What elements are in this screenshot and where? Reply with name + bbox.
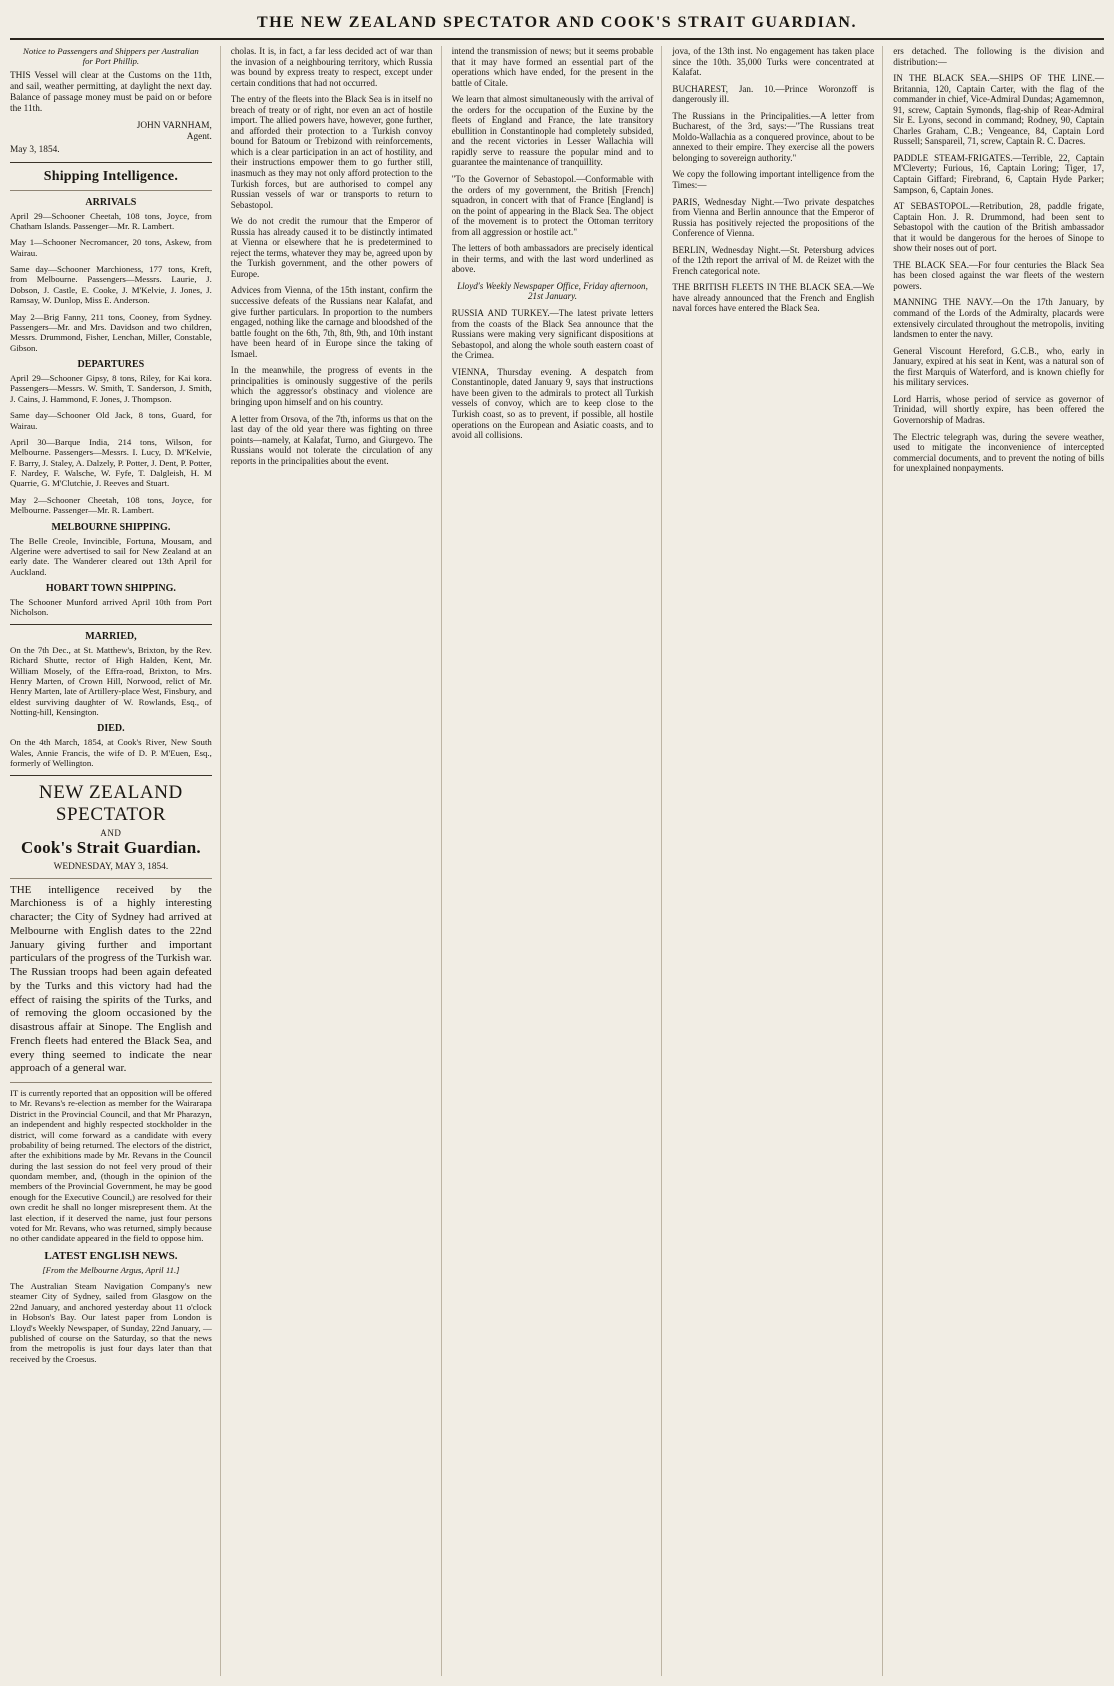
arrival-3: Same day—Schooner Marchioness, 177 tons, Kreft, from Melbourne. Passengers—Messrs. Laurie, J. Dobson, J. Castle, E. Cooke, J. M'Kelvie, J. Jones, J. Ramsay, W. Dunlop, Miss E. Anderson. [10, 264, 212, 306]
column-3-text [452, 46, 654, 441]
col5-p1: ers detached. The following is the division and distribution:— [893, 46, 1104, 67]
married-label: MARRIED, [85, 630, 137, 642]
melbourne-shipping-text: The Belle Creole, Invincible, Fortuna, Mousam, and Algerine were advertised to sail for New Zealand at an early date. The Wanderer cleared out 13th April for Auckland. [10, 535, 212, 577]
notice-signature-role: Agent. [186, 131, 212, 142]
departure-2: Same day—Schooner Old Jack, 8 tons, Guard, for Wairau. [10, 410, 212, 431]
divider [10, 190, 212, 191]
col4-p6: BERLIN, Wednesday Night.—St. Petersburg advices of the 12th report the arrival of M. de Reizet with the French categorical note. [672, 244, 875, 276]
col3-p3: "To the Governor of Sebastopol.—Conformable with the orders of my government, the British [French] squadron, in concert with that of France [England] is on the point of appearing in the Black Sea. The object of the movement is to protect the Ottoman territory from all aggression or hostile act." [451, 174, 654, 237]
col3-p6: RUSSIA AND TURKEY.—The latest private letters from the coasts of the Black Sea announce that the Russians were making very significant dispositions at Sebastopol, and along the whole south eastern coast of the Crimea. [451, 308, 654, 361]
col5-p6: MANNING THE NAVY.—On the 17th January, by command of the Lords of the Admiralty, placards were extensively circulated throughout the metropolis, inviting landsmen to enter the navy. [893, 297, 1104, 340]
hobart-shipping-label: HOBART TOWN SHIPPING. [45, 583, 176, 595]
col2-p4: Advices from Vienna, of the 15th instant, confirm the successive defeats of the Russians near Kalafat, and give further particulars. In proportion to the numbers engaged, nothing like the carnage and bloodshed of the battle fought on the 6th, 7th, 8th, 9th, and 10th instant have been heard of in Europe since the taking of Ismael. [230, 285, 433, 359]
col5-p3: PADDLE STEAM-FRIGATES.—Terrible, 22, Captain M'Cleverty; Furious, 16, Captain Loring; Tiger, 17, Captain Giffard; Firebrand, 6, Captain Hyde Parker; Sampson, 6, Captain Jones. [893, 152, 1104, 195]
col5-p8: Lord Harris, whose period of service as governor of Trinidad, will shortly expire, has been offered the Governorship of Madras. [893, 393, 1104, 425]
departure-3: April 30—Barque India, 214 tons, Wilson, for Melbourne. Passengers—Messrs. I. Lucy, D. M'Kelvie, F. Barry, J. Staley, A. Dalzely, P. Potter, J. Dent, P. Potter, F. Nardey, F. Walsche, W. Fyfe, T. Dalgleish, H. M Quarrie, G. M'Clutchie, J. Reeves and Stuart. [10, 436, 212, 489]
column-4-text [672, 46, 874, 314]
col5-p7: General Viscount Hereford, G.C.B., who, early in January, expired at his seat in Kent, was a natural son of the first Marquis of Waterford, and is known chiefly for his military services. [893, 345, 1104, 388]
hobart-shipping-text: The Schooner Munford arrived April 10th from Port Nicholson. [10, 597, 212, 618]
divider [10, 775, 212, 776]
col2-p5: In the meanwhile, the progress of events in the principalities is ominously suggestive of the perils which the aggressor's obstinacy and violence are bringing upon himself and on his country. [230, 365, 433, 407]
column-5 [893, 46, 1104, 1676]
paper-date: WEDNESDAY, MAY 3, 1854. [53, 861, 169, 872]
col4-p5: PARIS, Wednesday Night.—Two private despatches from Vienna and Berlin announce that the Emperor of Russia has positively rejected the propositions of the Conference of Vienna. [672, 196, 875, 239]
column-2-text [231, 46, 433, 466]
notice-heading-2: for Port Phillip. [82, 56, 140, 67]
col5-p5: THE BLACK SEA.—For four centuries the Black Sea has been closed against the war fleets of the western powers. [893, 259, 1104, 291]
col2-p3: We do not credit the rumour that the Emperor of Russia has already caused it to be distinctly intimated at Vienna or elsewhere that he is predetermined to reject the terms, whatever they may be, agreed upon by the Turkish government, and the other powers of Europe. [230, 216, 433, 279]
col3-p1: intend the transmission of news; but it seems probable that it may have formed an essential part of the operations which have ended, for the present in the battle of Citale. [451, 46, 654, 88]
arrival-2: May 1—Schooner Necromancer, 20 tons, Askew, from Wairau. [10, 237, 212, 258]
notice-heading-1: Notice to Passengers and Shippers per Australian [23, 46, 199, 56]
notice-signature: JOHN VARNHAM, [136, 120, 212, 131]
paper-title-line-3: Cook's Strait Guardian. [20, 837, 201, 857]
shipping-title: Shipping Intelligence. [43, 168, 179, 184]
column-1 [10, 46, 221, 1676]
col3-p7: VIENNA, Thursday evening. A despatch from Constantinople, dated January 9, says that instructions have been given to the admirals to protect all Turkish vessels of convoy, which are to keep close to the Turkish coast, so as to prevent, if possible, all hostile operations on the European and Asiatic coasts, and to avoid all collisions. [451, 366, 654, 441]
departure-1: April 29—Schooner Gipsy, 8 tons, Riley, for Kai kora. Passengers—Messrs. W. Smith, T. Sanderson, J. Smith, J. Cains, J. Hammond, F. Jones, J. Thompson. [10, 373, 212, 404]
col4-p1: jova, of the 13th inst. No engagement has taken place since the 10th. 35,000 Turks were concentrated at Kalafat. [672, 46, 875, 78]
notice-body: THIS Vessel will clear at the Customs on the 11th, and sail, weather permitting, at daylight the next day. Balance of passage money must be paid on or before the 11th. [10, 70, 212, 114]
column-5-text [893, 46, 1104, 474]
col5-p4: AT SEBASTOPOL.—Retribution, 28, paddle frigate, Captain Hon. J. R. Drummond, had been sent to Sebastopol with the caution of the British ambassador that it would be dangerous for the heroes of Sinope to show their noses out of port. [893, 201, 1104, 254]
arrivals-label: ARRIVALS [85, 196, 137, 208]
departure-4: May 2—Schooner Cheetah, 108 tons, Joyce, for Melbourne. Passenger—Mr. R. Lambert. [10, 494, 212, 516]
col3-p5: Lloyd's Weekly Newspaper Office, Friday afternoon, 21st January. [457, 280, 648, 302]
col2-p2: The entry of the fleets into the Black Sea is in itself no breach of treaty or of right, nor even an act of hostile import. The allied powers have, however, gone further, and afforded their protection to a Turkish convoy bound for Batoum or Trebizond with reinforcements, which is a clear participation in an act of hostility, and their instructions empower them to go further still, inasmuch as they may not only afford protection to the Turkish forces, but are authorised to compel any Russian vessels of war or transports to return to Sebastopol. [230, 94, 433, 210]
column-2 [231, 46, 442, 1676]
died-text: On the 4th March, 1854, at Cook's River, New South Wales, Annie Francis, the wife of D. P. M'Euen, Esq., formerly of Wellington. [10, 737, 212, 769]
col3-p2: We learn that almost simultaneously with the arrival of the orders for the occupation of the Euxine by the fleets of England and France, the late transitory ebullition in Constantinople had completely subsided, and the recent victories in Lesser Wallachia will rapidly serve to reassure the popular mind and to guarantee the maintenance of tranquillity. [451, 94, 654, 168]
arrival-4: May 2—Brig Fanny, 211 tons, Cooney, from Sydney. Passengers—Mr. and Mrs. Davidson and two children, Messrs. Drummond, Fisher, Lenchan, Miller, Constable, Gibson. [10, 311, 212, 353]
col2-p1: cholas. It is, in fact, a far less decided act of war than the invasion of a neighbouring territory, which Russia was bound by express treaty to respect, except under certain conditions that had not occurred. [230, 46, 433, 88]
notice-date: May 3, 1854. [10, 144, 60, 155]
paper-title-line-1: NEW ZEALAND SPECTATOR [38, 781, 183, 825]
col5-p2: IN THE BLACK SEA.—SHIPS OF THE LINE.—Britannia, 120, Captain Carter, with the flag of the commander in chief, Vice-Admiral Dundas; Agamemnon, 91, screw, Captain Symonds, flag-ship of Rear-Admiral Sir E. Lyons, second in command; Rodney, 90, Captain Charles Graham, C.B.; Vengeance, 84, Captain Lord Russell; Sanspareil, 71, screw, Captain R. C. Dacres. [893, 73, 1104, 147]
married-text: On the 7th Dec., at St. Matthew's, Brixton, by the Rev. Richard Shutte, rector of High Halden, Kent, Mr. William Mosely, of the Effra-road, Brixton, to Mrs. Henry Marten, of Crown Hill, Norwood, relict of Mr. Henry Marten, late of Artillery-place West, Finsbury, and eldest surviving daughter of W. Rowlands, Esq., of Notting-hill, Kensington. [10, 644, 212, 718]
column-4 [672, 46, 883, 1676]
lead-paragraph: THE intelligence received by the Marchioness is of a highly interesting character; the City of Sydney had arrived at Melbourne with English dates to the 22nd January giving further and important particulars of the progress of the Turkish war. The Russian troops had been again defeated by the Turks and this victory had had the effect of raising the spirits of the Turks, and of removing the gloom occasioned by the disastrous affair at Sinope. The English and French fleets had entered the Black Sea, and every thing seemed to indicate the near approach of a general war. [10, 883, 212, 1075]
latest-news-source: [From the Melbourne Argus, April 11.] [42, 1264, 180, 1275]
masthead [10, 8, 1104, 40]
col5-p9: The Electric telegraph was, during the severe weather, used to mitigate the inconvenience of intercepted commercial documents, and to prevent the noting of bills for unexplained nonpayments. [893, 431, 1104, 474]
masthead-title: THE NEW ZEALAND SPECTATOR AND COOK'S STRAIT GUARDIAN. [257, 14, 857, 31]
departures-label: DEPARTURES [77, 359, 145, 371]
latest-news-title: LATEST ENGLISH NEWS. [44, 1249, 178, 1262]
col2-p6: A letter from Orsova, of the 7th, informs us that on the last day of the old year there was fighting on three points—namely, at Kalafat, Turno, and Giurgevo. The Russians would not tolerate the circulation of any reports in the principalities about the event. [230, 413, 433, 466]
died-label: DIED. [97, 723, 125, 735]
col4-p2: BUCHAREST, Jan. 10.—Prince Woronzoff is dangerously ill. [672, 83, 875, 105]
opposition-paragraph: IT is currently reported that an opposition will be offered to Mr. Revans's re-election as member for the Wairarapa District in the Provincial Council, and that Mr Pharazyn, an independent and highly respected stockholder in the district, will come forward as a candidate with every probability of being returned. The electors of the district, after the exhibitions made by Mr. Revans in the Council during the last session do not feel very proud of their quondam member, and, (though in the opinion of the members of the Provincial Government, he may be good enough for the Executive Council,) are resolved for their own credit he shall no longer misrepresent them. At the last election, if it deserved the name, just four persons voted for Mr. Revans, who was returned, simply because no other candidate appeared in the field to oppose him. [10, 1088, 212, 1244]
col3-p4: The letters of both ambassadors are precisely identical in their terms, and with the last word underlined as above. [451, 243, 654, 275]
column-3 [452, 46, 663, 1676]
divider [10, 1082, 212, 1083]
col4-p4: We copy the following important intelligence from the Times:— [672, 169, 875, 191]
col4-p3: The Russians in the Principalities.—A letter from Bucharest, of the 3rd, says:—"The Russians treat Moldo-Wallachia as a conquered province, about to be annexed to their empire. They exercise all the powers belonging to sovereign authority." [672, 110, 875, 163]
melbourne-shipping-label: MELBOURNE SHIPPING. [51, 521, 171, 533]
arrival-1: April 29—Schooner Cheetah, 108 tons, Joyce, from Chatham Islands. Passenger—Mr. R. Lambert. [10, 210, 212, 231]
columns [10, 46, 1104, 1676]
divider [10, 162, 212, 163]
divider [10, 878, 212, 879]
paper-title-line-2: AND [100, 827, 122, 838]
col4-p7: THE BRITISH FLEETS IN THE BLACK SEA.—We have already announced that the French and English naval forces have entered the Black Sea. [672, 282, 875, 314]
latest-news-body: The Australian Steam Navigation Company's new steamer City of Sydney, sailed from Glasgow on the 22nd January, and anchored yesterday about 11 o'clock in Hobson's Bay. Our latest paper from London is Lloyd's Weekly Newspaper, of Sunday, 22nd January, —published of course on the Saturday, so that the news from the metropolis is just four days later than that received by the Croesus. [10, 1281, 212, 1364]
divider [10, 624, 212, 625]
